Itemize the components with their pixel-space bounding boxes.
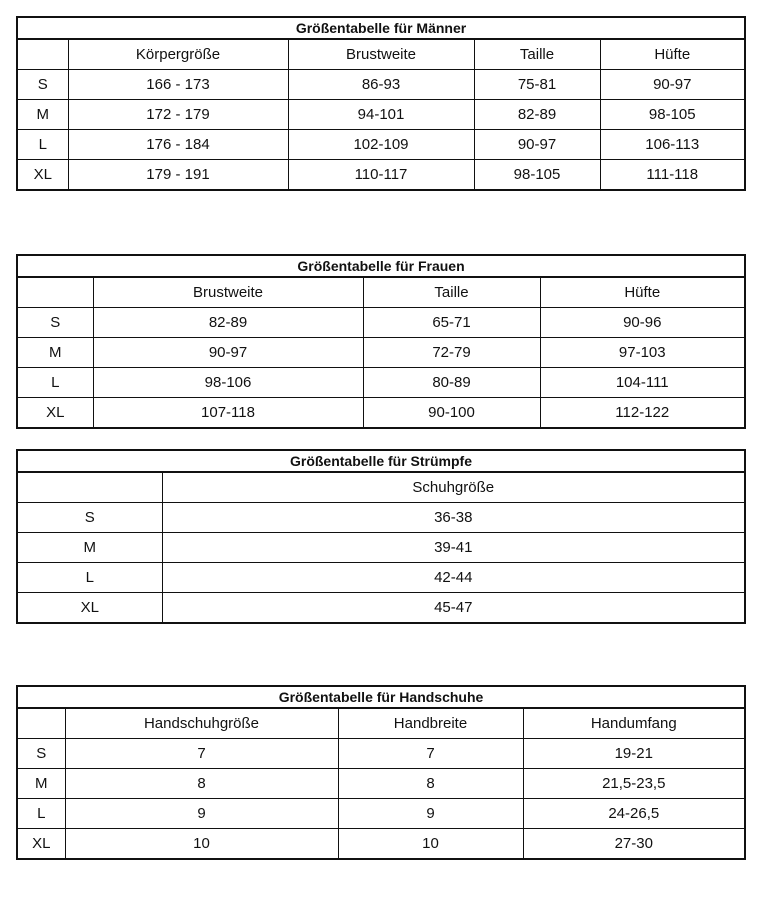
table-cell: 107-118 — [93, 398, 363, 429]
header-cell: Handschuhgröße — [65, 708, 338, 739]
table-row — [17, 593, 745, 624]
table-cell: 24-26,5 — [523, 799, 745, 829]
header-row — [17, 39, 745, 70]
table-row — [17, 533, 745, 563]
table-cell: 80-89 — [363, 368, 540, 398]
table-cell: 90-97 — [600, 70, 745, 100]
size-table-women — [16, 254, 746, 429]
table-cell: 8 — [338, 769, 523, 799]
header-cell: Taille — [474, 39, 600, 70]
header-cell — [17, 708, 65, 739]
table-cell: 86-93 — [288, 70, 474, 100]
table-title: Größentabelle für Männer — [17, 17, 745, 39]
size-label: M — [17, 533, 162, 563]
size-label: L — [17, 563, 162, 593]
table-row — [17, 829, 745, 860]
table-title: Größentabelle für Frauen — [17, 255, 745, 277]
size-label: XL — [17, 160, 68, 191]
header-cell: Hüfte — [600, 39, 745, 70]
table-cell: 27-30 — [523, 829, 745, 860]
table-cell: 75-81 — [474, 70, 600, 100]
table-cell: 7 — [338, 739, 523, 769]
size-label: M — [17, 338, 93, 368]
table-cell: 104-111 — [540, 368, 745, 398]
table-cell: 19-21 — [523, 739, 745, 769]
table-row — [17, 368, 745, 398]
size-label: L — [17, 130, 68, 160]
table-cell: 176 - 184 — [68, 130, 288, 160]
size-label: S — [17, 503, 162, 533]
table-cell: 7 — [65, 739, 338, 769]
size-table-socks — [16, 449, 746, 624]
table-row — [17, 739, 745, 769]
size-table-gloves — [16, 685, 746, 860]
header-cell: Handumfang — [523, 708, 745, 739]
table-cell: 102-109 — [288, 130, 474, 160]
table-cell: 10 — [65, 829, 338, 860]
table-row — [17, 70, 745, 100]
size-label: XL — [17, 398, 93, 429]
table-row — [17, 130, 745, 160]
header-cell — [17, 39, 68, 70]
table-cell: 98-105 — [474, 160, 600, 191]
table-row — [17, 799, 745, 829]
header-row — [17, 708, 745, 739]
table-cell: 90-100 — [363, 398, 540, 429]
table-cell: 98-105 — [600, 100, 745, 130]
table-cell: 172 - 179 — [68, 100, 288, 130]
table-cell: 39-41 — [162, 533, 745, 563]
table-cell: 106-113 — [600, 130, 745, 160]
table-row — [17, 160, 745, 191]
header-cell: Schuhgröße — [162, 472, 745, 503]
table-cell: 8 — [65, 769, 338, 799]
table-title: Größentabelle für Handschuhe — [17, 686, 745, 708]
size-label: S — [17, 70, 68, 100]
table-cell: 94-101 — [288, 100, 474, 130]
table-cell: 179 - 191 — [68, 160, 288, 191]
table-row — [17, 503, 745, 533]
table-cell: 90-96 — [540, 308, 745, 338]
header-row — [17, 277, 745, 308]
header-cell: Hüfte — [540, 277, 745, 308]
table-cell: 111-118 — [600, 160, 745, 191]
size-label: M — [17, 100, 68, 130]
table-cell: 21,5-23,5 — [523, 769, 745, 799]
size-label: L — [17, 799, 65, 829]
table-row — [17, 100, 745, 130]
table-cell: 42-44 — [162, 563, 745, 593]
table-cell: 82-89 — [474, 100, 600, 130]
table-cell: 9 — [338, 799, 523, 829]
table-cell: 65-71 — [363, 308, 540, 338]
size-label: XL — [17, 829, 65, 860]
table-cell: 110-117 — [288, 160, 474, 191]
size-label: L — [17, 368, 93, 398]
header-row — [17, 472, 745, 503]
header-cell: Brustweite — [93, 277, 363, 308]
table-cell: 72-79 — [363, 338, 540, 368]
header-cell: Körpergröße — [68, 39, 288, 70]
table-cell: 90-97 — [93, 338, 363, 368]
header-cell: Handbreite — [338, 708, 523, 739]
table-cell: 166 - 173 — [68, 70, 288, 100]
table-cell: 82-89 — [93, 308, 363, 338]
size-table-men — [16, 16, 746, 191]
header-cell: Taille — [363, 277, 540, 308]
table-cell: 9 — [65, 799, 338, 829]
table-row — [17, 308, 745, 338]
table-row — [17, 563, 745, 593]
table-cell: 90-97 — [474, 130, 600, 160]
table-title: Größentabelle für Strümpfe — [17, 450, 745, 472]
table-cell: 45-47 — [162, 593, 745, 624]
table-row — [17, 398, 745, 429]
size-label: M — [17, 769, 65, 799]
header-cell — [17, 472, 162, 503]
table-cell: 10 — [338, 829, 523, 860]
table-cell: 97-103 — [540, 338, 745, 368]
size-label: XL — [17, 593, 162, 624]
header-cell — [17, 277, 93, 308]
table-cell: 36-38 — [162, 503, 745, 533]
header-cell: Brustweite — [288, 39, 474, 70]
table-cell: 112-122 — [540, 398, 745, 429]
table-cell: 98-106 — [93, 368, 363, 398]
table-row — [17, 769, 745, 799]
table-row — [17, 338, 745, 368]
size-label: S — [17, 739, 65, 769]
size-label: S — [17, 308, 93, 338]
